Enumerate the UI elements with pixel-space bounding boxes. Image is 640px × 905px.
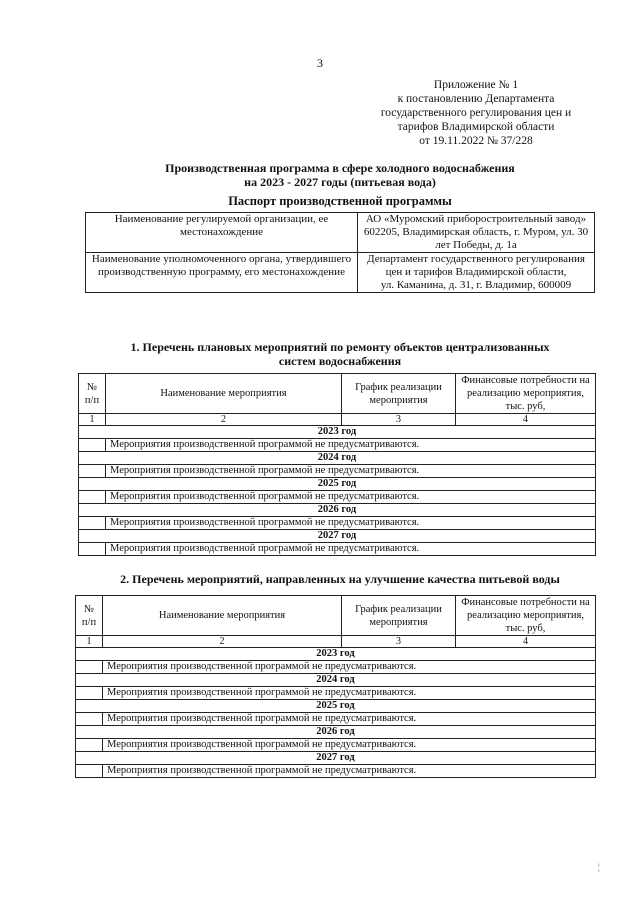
header-cell: График реализации мероприятия [342,596,456,636]
header-cell: Финансовые потребности на реализацию мероприятия, тыс. руб, [456,374,596,414]
appendix-line: от 19.11.2022 № 37/228 [419,135,533,147]
appendix-line: к постановлению Департамента [397,93,555,105]
year-label: 2026 год [79,504,596,517]
row-text: Мероприятия производственной программой не предусматриваются. [106,439,596,452]
year-row [79,530,596,543]
column-number: 2 [103,636,342,648]
header-cell: № п/п [76,596,103,636]
passport-value [358,213,595,253]
year-label: 2027 год [79,530,596,543]
year-row [79,504,596,517]
empty-cell [79,543,106,556]
year-row [76,700,596,713]
header-cell: Наименование мероприятия [103,596,342,636]
column-number: 3 [342,414,456,426]
passport-label: Наименование регулируемой организации, ее местонахождение [86,213,358,253]
header-cell: Финансовые потребности на реализацию мероприятия, тыс. руб, [456,596,596,636]
passport-label: Наименование уполномоченного органа, утвердившего производственную программу, его местонахождение [86,253,358,293]
passport-heading: Паспорт производственной программы [228,194,452,208]
section-title-line: 1. Перечень плановых мероприятий по ремонту объектов централизованных [130,340,550,354]
column-number: 1 [79,414,106,426]
row-text: Мероприятия производственной программой не предусматриваются. [103,687,596,700]
year-row [76,752,596,765]
column-number: 3 [342,636,456,648]
passport-table [85,212,595,293]
table-row [76,739,596,752]
passport-row [86,253,595,293]
year-label: 2027 год [76,752,596,765]
header-cell: № п/п [79,374,106,414]
appendix-line: государственного регулирования цен и [380,107,572,119]
passport-value-line: 602205, Владимирская область, г. Муром, ул. 30 лет Победы, д. 1а [363,226,589,251]
scan-mark: ¦ [598,862,600,872]
year-row [79,478,596,491]
title-line: на 2023 - 2027 годы (питьевая вода) [244,175,436,189]
row-text: Мероприятия производственной программой не предусматриваются. [106,543,596,556]
year-label: 2023 год [76,648,596,661]
year-row [79,452,596,465]
year-row [79,426,596,439]
table-row [79,491,596,504]
passport-row [86,213,595,253]
year-label: 2025 год [76,700,596,713]
section2-table [75,595,596,778]
table-header-row [76,596,596,636]
passport-value-line: АО «Муромский приборостроительный завод» [365,213,587,225]
table-header-row [79,374,596,414]
year-label: 2026 год [76,726,596,739]
empty-cell [79,491,106,504]
appendix-block [360,78,592,148]
passport-value-line: Департамент государственного регулирования цен и тарифов Владимирской области, [367,253,585,278]
header-cell: Наименование мероприятия [106,374,342,414]
row-text: Мероприятия производственной программой не предусматриваются. [106,465,596,478]
passport-value [358,253,595,293]
row-text: Мероприятия производственной программой не предусматриваются. [106,517,596,530]
row-text: Мероприятия производственной программой не предусматриваются. [103,765,596,778]
table-row [76,661,596,674]
table-row [79,439,596,452]
section1-table [78,373,596,556]
empty-cell [76,739,103,752]
column-number: 4 [456,636,596,648]
empty-cell [76,661,103,674]
year-row [76,726,596,739]
column-number: 4 [456,414,596,426]
section-title-line: систем водоснабжения [278,354,402,368]
table-row [79,543,596,556]
section1-title [60,340,620,368]
empty-cell [76,765,103,778]
table-row [76,765,596,778]
title-line: Производственная программа в сфере холодного водоснабжения [165,161,515,175]
empty-cell [79,517,106,530]
row-text: Мероприятия производственной программой не предусматриваются. [103,739,596,752]
year-label: 2024 год [76,674,596,687]
table-row [79,465,596,478]
passport-value-line: ул. Каманина, д. 31, г. Владимир, 600009 [380,279,572,291]
row-text: Мероприятия производственной программой не предусматриваются. [103,661,596,674]
row-text: Мероприятия производственной программой не предусматриваются. [103,713,596,726]
empty-cell [79,465,106,478]
section2-title: 2. Перечень мероприятий, направленных на улучшение качества питьевой воды [120,572,560,586]
table-row [79,517,596,530]
column-number-row [79,414,596,426]
year-row [76,674,596,687]
table-row [76,713,596,726]
row-text: Мероприятия производственной программой не предусматриваются. [106,491,596,504]
appendix-line: тарифов Владимирской области [397,121,555,133]
empty-cell [79,439,106,452]
year-row [76,648,596,661]
table-row [76,687,596,700]
page-number: 3 [317,56,323,70]
document-title [60,161,620,189]
year-label: 2025 год [79,478,596,491]
empty-cell [76,687,103,700]
empty-cell [76,713,103,726]
column-number: 2 [106,414,342,426]
year-label: 2024 год [79,452,596,465]
year-label: 2023 год [79,426,596,439]
header-cell: График реализации мероприятия [342,374,456,414]
appendix-line: Приложение № 1 [433,79,519,91]
column-number: 1 [76,636,103,648]
column-number-row [76,636,596,648]
